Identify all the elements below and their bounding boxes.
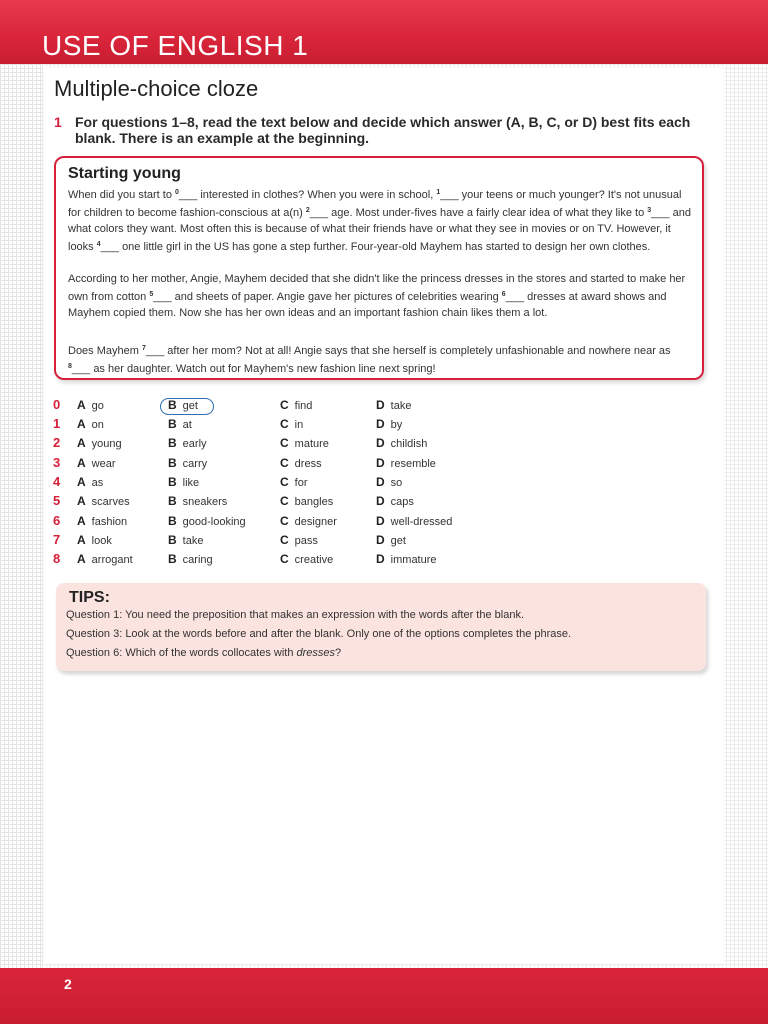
option-a[interactable] (77, 514, 127, 528)
option-letter: A (77, 475, 86, 489)
option-c[interactable] (280, 456, 322, 470)
option-letter: C (280, 533, 289, 547)
option-word: dress (294, 458, 322, 470)
option-letter: D (376, 552, 385, 566)
option-letter: D (376, 456, 385, 470)
option-letter: D (376, 417, 385, 431)
option-word: immature (390, 554, 437, 566)
option-letter: C (280, 514, 289, 528)
option-word: arrogant (91, 554, 133, 566)
option-word: on (91, 419, 104, 431)
option-c[interactable] (280, 436, 329, 450)
text-segment: ___ as her daughter. Watch out for Mayhem's new fashion line next spring! (71, 363, 436, 375)
section-title: Multiple-choice cloze (54, 76, 259, 101)
option-b[interactable] (168, 436, 207, 450)
option-word: early (182, 438, 207, 450)
tips-title: TIPS: (69, 589, 110, 606)
option-word: childish (390, 438, 428, 450)
question-instructions: For questions 1–8, read the text below and decide which answer (A, B, C, or D) best fits each blank. There is an example at the beginning. (75, 114, 691, 146)
gap-number: 3 (647, 207, 652, 214)
option-d[interactable] (376, 494, 414, 508)
option-letter: C (280, 552, 289, 566)
option-a[interactable] (77, 475, 103, 489)
option-c[interactable] (280, 533, 318, 547)
text-segment: ___ age. Most under-fives have a fairly clear idea of what they like to (309, 207, 648, 219)
option-c[interactable] (280, 417, 303, 431)
option-letter: B (168, 475, 177, 489)
tip-text: Question 6: Which of the words collocates with (66, 647, 297, 659)
option-a[interactable] (77, 456, 116, 470)
option-a[interactable] (77, 398, 104, 412)
option-row-number: 4 (53, 474, 61, 489)
text-segment: When did you start to (68, 189, 175, 201)
option-row-number: 6 (53, 513, 61, 528)
option-word: wear (91, 458, 116, 470)
option-word: creative (294, 554, 334, 566)
option-b[interactable] (168, 494, 227, 508)
option-word: take (390, 400, 412, 412)
option-c[interactable] (280, 475, 308, 489)
option-word: so (390, 477, 403, 489)
option-row (0, 475, 768, 493)
option-letter: C (280, 494, 289, 508)
option-row-number: 7 (53, 532, 61, 547)
option-letter: D (376, 436, 385, 450)
option-letter: C (280, 456, 289, 470)
text-segment: ___ one little girl in the US has gone a step further. Four-year-old Mayhem has started to design her own clothes. (100, 241, 651, 253)
option-word: carry (182, 458, 208, 470)
option-letter: B (168, 398, 177, 412)
option-d[interactable] (376, 514, 452, 528)
option-row-number: 8 (53, 551, 61, 566)
footer-bar (0, 968, 768, 1024)
reading-paragraph-1 (68, 185, 692, 255)
tip-text: Question 1: You need the preposition that makes an expression with the words after the blank. (66, 609, 525, 621)
option-d[interactable] (376, 436, 427, 450)
option-letter: A (77, 494, 86, 508)
option-word: look (91, 535, 112, 547)
option-b[interactable] (168, 552, 213, 566)
option-letter: C (280, 398, 289, 412)
option-word: get (390, 535, 406, 547)
option-word: designer (294, 516, 337, 528)
option-word: mature (294, 438, 329, 450)
text-segment: ___ dresses at award shows and Mayhem copied them. Now she has her own ideas and an important fashion chain likes them a lot. (68, 291, 667, 319)
option-word: young (91, 438, 122, 450)
option-letter: B (168, 533, 177, 547)
option-b[interactable] (168, 456, 207, 470)
option-a[interactable] (77, 417, 104, 431)
gap-number: 6 (501, 291, 506, 298)
gap-number: 1 (436, 189, 441, 196)
text-segment: ___ and sheets of paper. Angie gave her pictures of celebrities wearing (153, 291, 502, 303)
option-a[interactable] (77, 436, 122, 450)
option-letter: B (168, 456, 177, 470)
example-answer-circle (160, 398, 214, 415)
option-word: in (294, 419, 304, 431)
option-word: caring (182, 554, 213, 566)
option-d[interactable] (376, 456, 436, 470)
text-segment: According to her mother, Angie, Mayhem decided that she didn't like the princess dresses in the stores and started to make her own from cotton (68, 273, 686, 303)
option-row (0, 514, 768, 532)
option-letter: A (77, 514, 86, 528)
reading-paragraph-2 (68, 271, 692, 321)
gap-number: 0 (175, 189, 179, 196)
option-letter: D (376, 494, 385, 508)
option-row-number: 5 (53, 493, 61, 508)
option-row (0, 533, 768, 551)
option-b[interactable] (168, 417, 192, 431)
option-word: scarves (91, 496, 130, 508)
text-segment: ___ your teens or much younger? It's not unusual for children to become fashion-conscious at a(n) (68, 189, 682, 219)
option-word: sneakers (182, 496, 228, 508)
option-row (0, 398, 768, 416)
reading-text-title: Starting young (68, 165, 181, 182)
option-letter: A (77, 456, 86, 470)
option-letter: A (77, 436, 86, 450)
option-letter: B (168, 436, 177, 450)
gap-number: 2 (305, 207, 310, 214)
gap-number: 4 (96, 241, 101, 248)
option-letter: A (77, 398, 86, 412)
option-letter: C (280, 475, 289, 489)
text-segment: ___ and what colors they want. Most often this is because of what their friends have or what they see in movies or on TV. However, it looks (68, 207, 691, 253)
option-c[interactable] (280, 552, 333, 566)
option-word: caps (390, 496, 414, 508)
option-row (0, 456, 768, 474)
page-header-title: USE OF ENGLISH 1 (42, 30, 309, 61)
option-letter: B (168, 417, 177, 431)
option-d[interactable] (376, 533, 406, 547)
gap-number: 5 (149, 291, 154, 298)
option-word: for (294, 477, 308, 489)
option-letter: C (280, 436, 289, 450)
tip-text: ? (335, 647, 342, 659)
option-letter: D (376, 398, 385, 412)
option-word: by (390, 419, 403, 431)
option-word: resemble (390, 458, 436, 470)
option-a[interactable] (77, 552, 133, 566)
option-row (0, 436, 768, 454)
option-d[interactable] (376, 475, 402, 489)
text-segment: ___ after her mom? Not at all! Angie says that she herself is completely unfashionable and nowhere near as (145, 345, 671, 357)
option-a[interactable] (77, 494, 130, 508)
option-d[interactable] (376, 417, 402, 431)
option-word: take (182, 535, 204, 547)
option-letter: A (77, 552, 86, 566)
option-row (0, 417, 768, 435)
option-d[interactable] (376, 398, 411, 412)
option-c[interactable] (280, 494, 333, 508)
option-word: get (182, 400, 198, 412)
option-row (0, 552, 768, 570)
option-c[interactable] (280, 398, 312, 412)
option-letter: A (77, 417, 86, 431)
option-c[interactable] (280, 514, 337, 528)
option-letter: D (376, 475, 385, 489)
option-letter: C (280, 417, 289, 431)
gap-number: 8 (68, 363, 72, 370)
gap-number: 7 (141, 345, 146, 352)
option-b[interactable] (168, 533, 203, 547)
tip-text: Question 3: Look at the words before and after the blank. Only one of the options completes the phrase. (66, 628, 572, 640)
tip-emphasis: dresses (296, 647, 336, 659)
option-d[interactable] (376, 552, 437, 566)
option-word: well-dressed (390, 516, 453, 528)
tip-item (66, 628, 571, 640)
tip-item (66, 647, 341, 659)
question-number: 1 (54, 114, 62, 130)
option-word: find (294, 400, 313, 412)
text-segment: Does Mayhem (68, 345, 142, 357)
option-b[interactable] (168, 514, 246, 528)
option-b[interactable] (168, 475, 199, 489)
option-row-number: 0 (53, 397, 61, 412)
option-word: pass (294, 535, 318, 547)
option-row-number: 1 (53, 416, 61, 431)
option-letter: B (168, 552, 177, 566)
option-letter: B (168, 514, 177, 528)
option-row-number: 3 (53, 455, 61, 470)
option-row (0, 494, 768, 512)
option-word: good-looking (182, 516, 246, 528)
option-word: go (91, 400, 104, 412)
option-word: like (182, 477, 200, 489)
page-number: 2 (64, 976, 72, 992)
option-letter: A (77, 533, 86, 547)
option-word: at (182, 419, 192, 431)
reading-paragraph-3 (68, 341, 692, 377)
option-letter: B (168, 494, 177, 508)
option-a[interactable] (77, 533, 112, 547)
option-word: bangles (294, 496, 334, 508)
option-row-number: 2 (53, 435, 61, 450)
option-word: fashion (91, 516, 128, 528)
option-letter: D (376, 533, 385, 547)
tip-item (66, 609, 524, 621)
option-letter: D (376, 514, 385, 528)
option-word: as (91, 477, 104, 489)
text-segment: ___ interested in clothes? When you were in school, (178, 189, 437, 201)
